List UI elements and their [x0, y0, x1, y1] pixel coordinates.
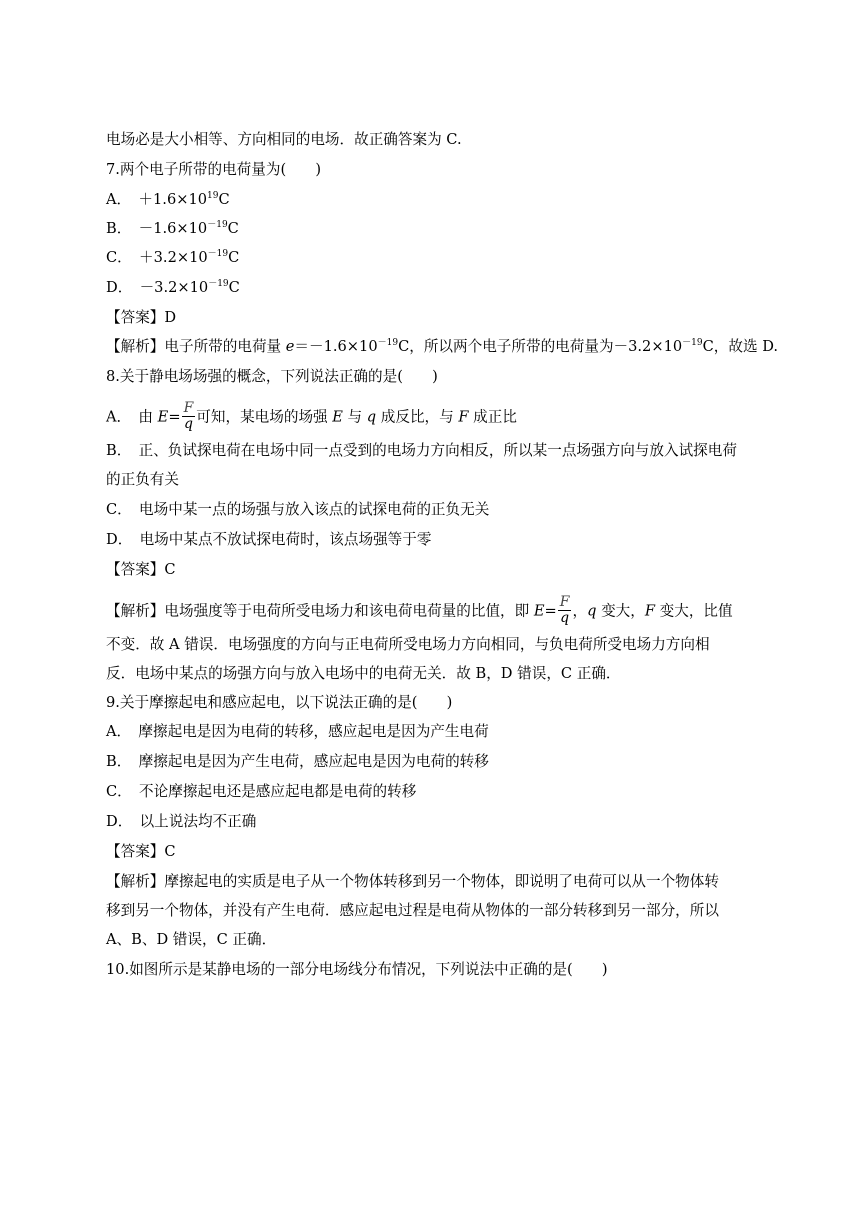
q8-explanation-line2: 不变．故 A 错误．电场强度的方向与正电荷所受电场力方向相同，与负电荷所受电场力方向相 [106, 636, 710, 653]
q8-explanation-line3: 反．电场中某点的场强方向与放入电场中的电荷无关．故 B，D 错误，C 正确． [106, 665, 621, 682]
q9-explanation-line2: 移到另一个物体，并没有产生电荷．感应起电过程是电荷从物体的一部分转移到另一部分，所以 [106, 902, 719, 919]
explanation-text: ＝－1.6×10 [294, 338, 378, 355]
text-line: 电场必是大小相等、方向相同的电场．故正确答案为 C. [106, 131, 462, 148]
fraction-F-over-q [182, 401, 196, 432]
explanation-text: 【解析】电场强度等于电荷所受电场力和该电荷电荷量的比值，即 [106, 602, 534, 620]
explanation-text: 变大， [596, 602, 645, 620]
symbol-E: E [157, 408, 169, 426]
exponent: －19 [682, 338, 703, 348]
q9-option-d: D． 以上说法均不正确 [106, 813, 257, 830]
option-text: A． ＋1.6×10 [106, 191, 208, 208]
option-text: C． ＋3.2×10 [106, 249, 208, 266]
question-10-stem: 10.如图所示是某静电场的一部分电场线分布情况，下列说法中正确的是( ) [106, 961, 608, 978]
explanation-text: ， [572, 602, 588, 620]
q8-option-d: D． 电场中某点不放试探电荷时，该点场强等于零 [106, 531, 432, 548]
q7-option-a [106, 190, 230, 210]
explanation-text: C，故选 D. [702, 338, 779, 355]
unit: C [228, 249, 240, 266]
q8-option-b-line1: B． 正、负试探电荷在电场中同一点受到的电场力方向相反，所以某一点场强方向与放入试探电荷 [106, 442, 737, 459]
exponent: －19 [207, 249, 229, 259]
explanation-text: 变大，比值 [655, 602, 733, 620]
question-9-stem: 9.关于摩擦起电和感应起电，以下说法正确的是( ) [106, 694, 453, 711]
explanation-text: 【解析】电子所带的电荷量 [106, 338, 286, 355]
option-text: 成反比，与 [376, 408, 459, 426]
q7-answer: 【答案】D [106, 309, 177, 326]
question-8-stem: 8.关于静电场场强的概念，下列说法正确的是( ) [106, 368, 438, 385]
fraction-F-over-q [558, 595, 572, 626]
option-text: 可知，某电场的场强 [196, 408, 333, 426]
q8-explanation-line1 [106, 596, 733, 627]
q8-option-b-line2: 的正负有关 [106, 471, 179, 488]
symbol-q: q [587, 602, 597, 620]
exponent: 19 [207, 191, 219, 201]
q9-option-c: C． 不论摩擦起电还是感应起电都是电荷的转移 [106, 783, 417, 800]
equals-sign: = [168, 408, 181, 426]
q7-option-b [106, 219, 239, 239]
question-7-stem: 7.两个电子所带的电荷量为( ) [106, 161, 322, 178]
symbol-F: F [458, 408, 469, 426]
option-text: A． 由 [106, 408, 158, 426]
fraction-denominator: q [183, 416, 193, 432]
symbol-E: E [533, 602, 545, 620]
q9-option-a: A． 摩擦起电是因为电荷的转移，感应起电是因为产生电荷 [106, 723, 489, 740]
exponent: －19 [208, 279, 229, 289]
q7-explanation [106, 337, 778, 357]
option-text: 与 [342, 408, 367, 426]
q8-answer: 【答案】C [106, 561, 176, 578]
q8-option-c: C． 电场中某一点的场强与放入该点的试探电荷的正负无关 [106, 501, 490, 518]
unit: C [218, 191, 230, 208]
unit: C [227, 220, 239, 237]
q7-option-c [106, 248, 239, 268]
q9-explanation-line3: A、B、D 错误，C 正确． [106, 931, 277, 948]
q9-explanation-line1: 【解析】摩擦起电的实质是电子从一个物体转移到另一个物体，即说明了电荷可以从一个物体转 [106, 873, 719, 890]
exponent: －19 [207, 220, 228, 230]
explanation-text: C，所以两个电子所带的电荷量为－3.2×10 [398, 338, 683, 355]
unit: C [228, 279, 240, 296]
option-text: D． －3.2×10 [106, 279, 209, 296]
symbol-E: E [332, 408, 343, 426]
q9-option-b: B． 摩擦起电是因为产生电荷，感应起电是因为电荷的转移 [106, 753, 489, 770]
symbol-e: e [285, 338, 295, 355]
q8-option-a [106, 402, 517, 433]
q9-answer: 【答案】C [106, 843, 176, 860]
fraction-denominator: q [560, 610, 570, 626]
symbol-q: q [366, 408, 377, 426]
fraction-numerator: F [559, 594, 570, 610]
option-text: 成正比 [468, 408, 517, 426]
equals-sign: = [544, 602, 557, 620]
fraction-numerator: F [183, 400, 194, 416]
symbol-F: F [644, 602, 655, 620]
exponent: －19 [377, 338, 399, 348]
option-text: B． －1.6×10 [106, 220, 208, 237]
q7-option-d [106, 278, 240, 298]
